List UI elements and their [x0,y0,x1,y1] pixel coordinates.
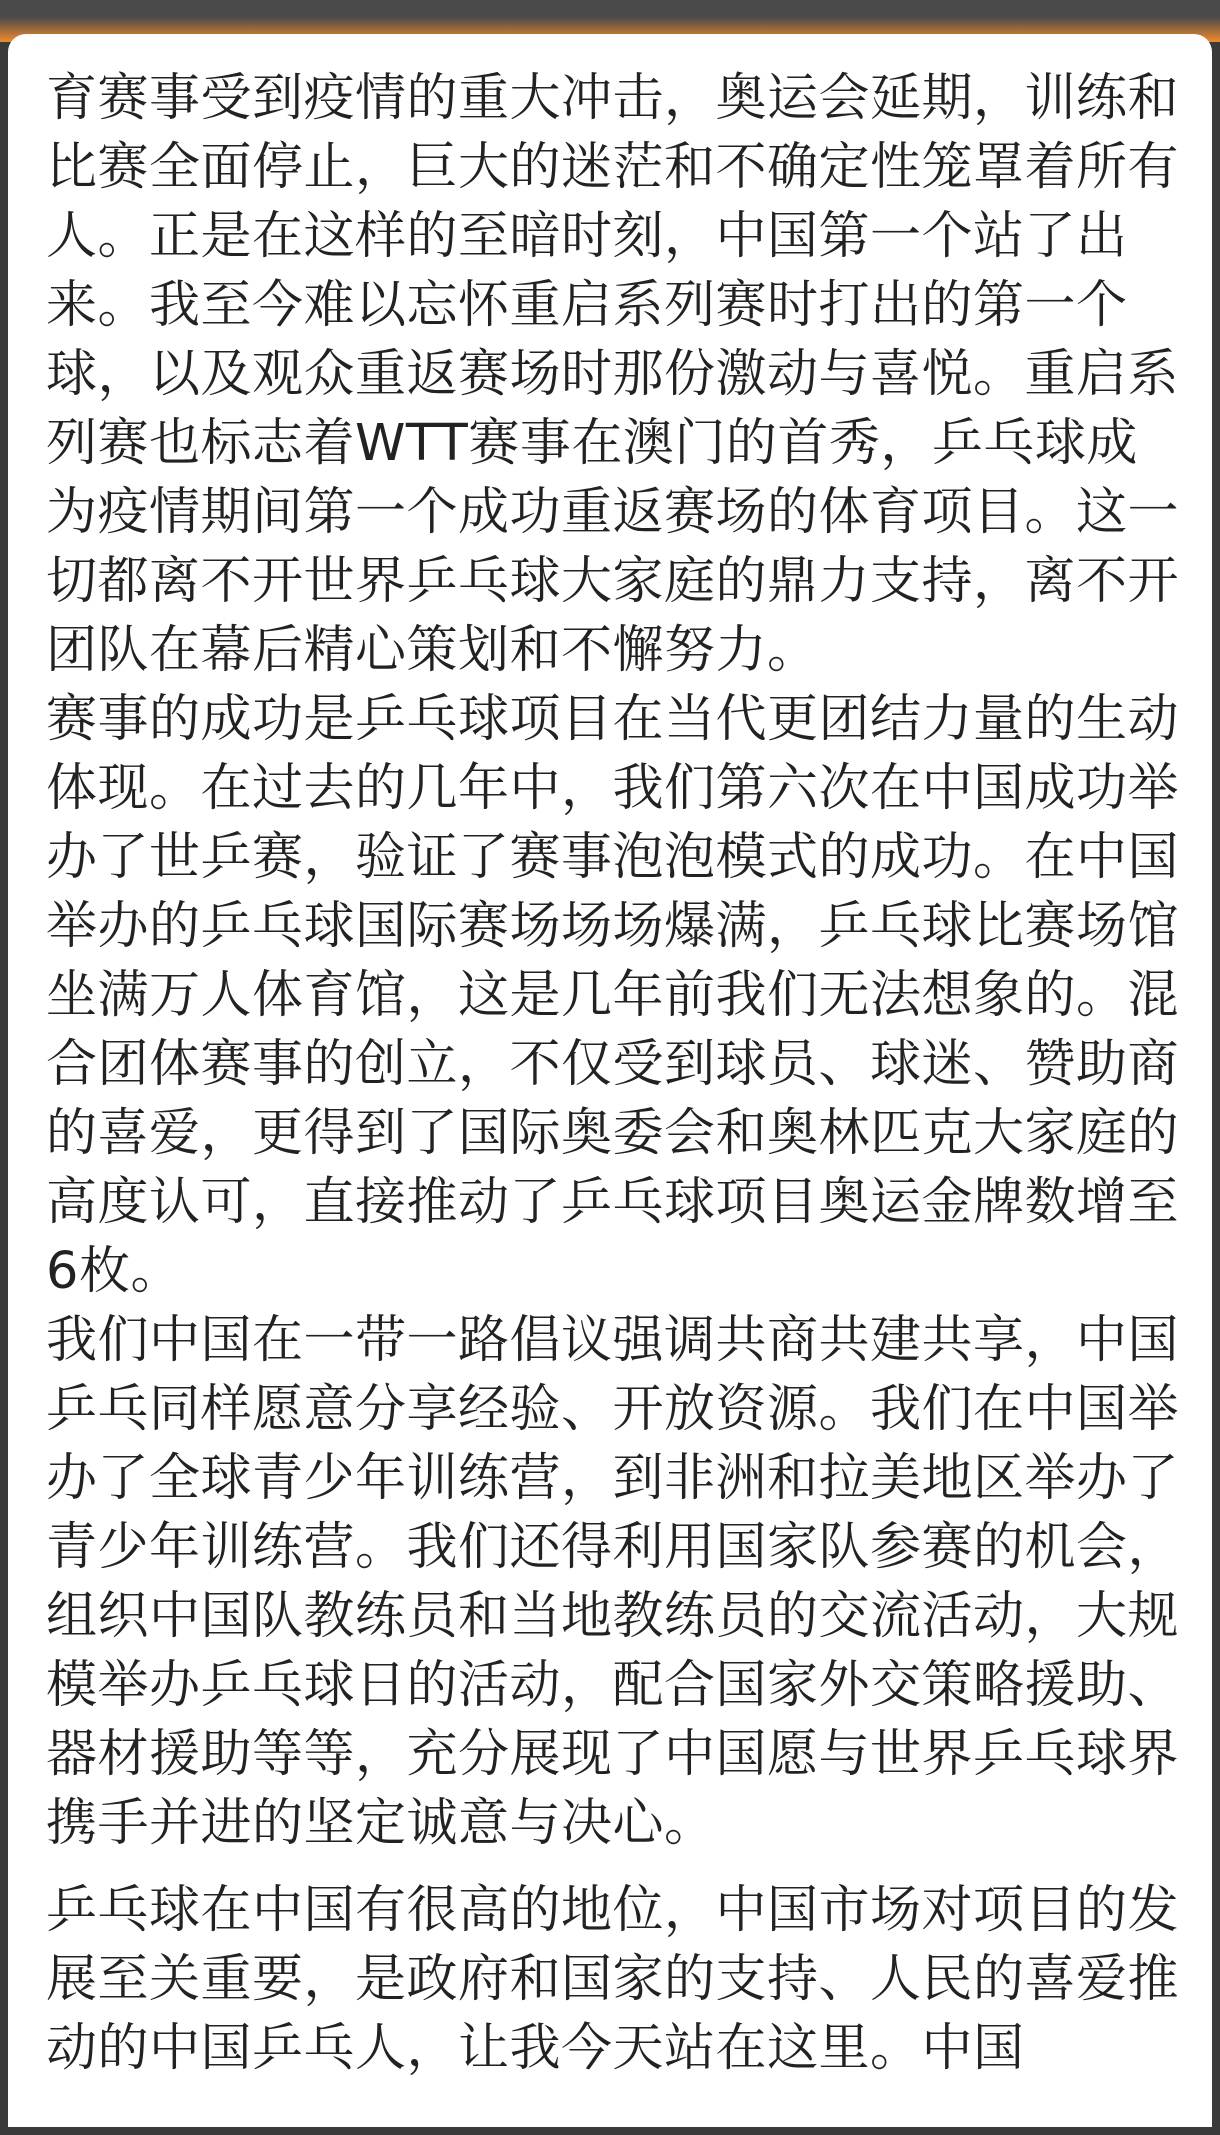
article-paragraph-4: 乒乓球在中国有很高的地位，中国市场对项目的发 展至关重要，是政府和国家的支持、人民的喜爱推 动的中国乒乓人，让我今天站在这里。中国 [46,1881,1180,2078]
bottom-edge [0,2127,1220,2135]
article-paragraph-1: 育赛事受到疫情的重大冲击，奥运会延期，训练和 比赛全面停止，巨大的迷茫和不确定性笼罩着所有 人。正是在这样的至暗时刻，中国第一个站了出 来。我至今难以忘怀重启系列赛时打出的第一个 球，以及观众重返赛场时那份激动与喜悦。重启系 列赛也标志着WTT赛事在澳门的首秀，乒乓球成 为疫情期间第一个成功重返赛场的体育项目。这一 切都离不开世界乒乓球大家庭的鼎力支持，离不开 团队在幕后精心策划和不懈努力。 [46,69,1180,680]
article-paragraph-2: 赛事的成功是乒乓球项目在当代更团结力量的生动 体现。在过去的几年中，我们第六次在中国成功举 办了世乒赛，验证了赛事泡泡模式的成功。在中国 举办的乒乓球国际赛场场场爆满，乒乓球比赛场馆 坐满万人体育馆，这是几年前我们无法想象的。混 合团体赛事的创立，不仅受到球员、球迷、赞助商 的喜爱，更得到了国际奥委会和奥林匹克大家庭的 高度认可，直接推动了乒乓球项目奥运金牌数增至 6枚。 [46,690,1180,1301]
article-paragraph-3: 我们中国在一带一路倡议强调共商共建共享，中国 乒乓同样愿意分享经验、开放资源。我们在中国举 办了全球青少年训练营，到非洲和拉美地区举办了 青少年训练营。我们还得利用国家队参赛的机会， 组织中国队教练员和当地教练员的交流活动，大规 模举办乒乓球日的活动，配合国家外交策略援助、 器材援助等等，充分展现了中国愿与世界乒乓球界 携手并进的坚定诚意与决心。 [46,1311,1180,1853]
article-body [46,64,1186,2083]
article-card[interactable] [8,34,1212,2129]
